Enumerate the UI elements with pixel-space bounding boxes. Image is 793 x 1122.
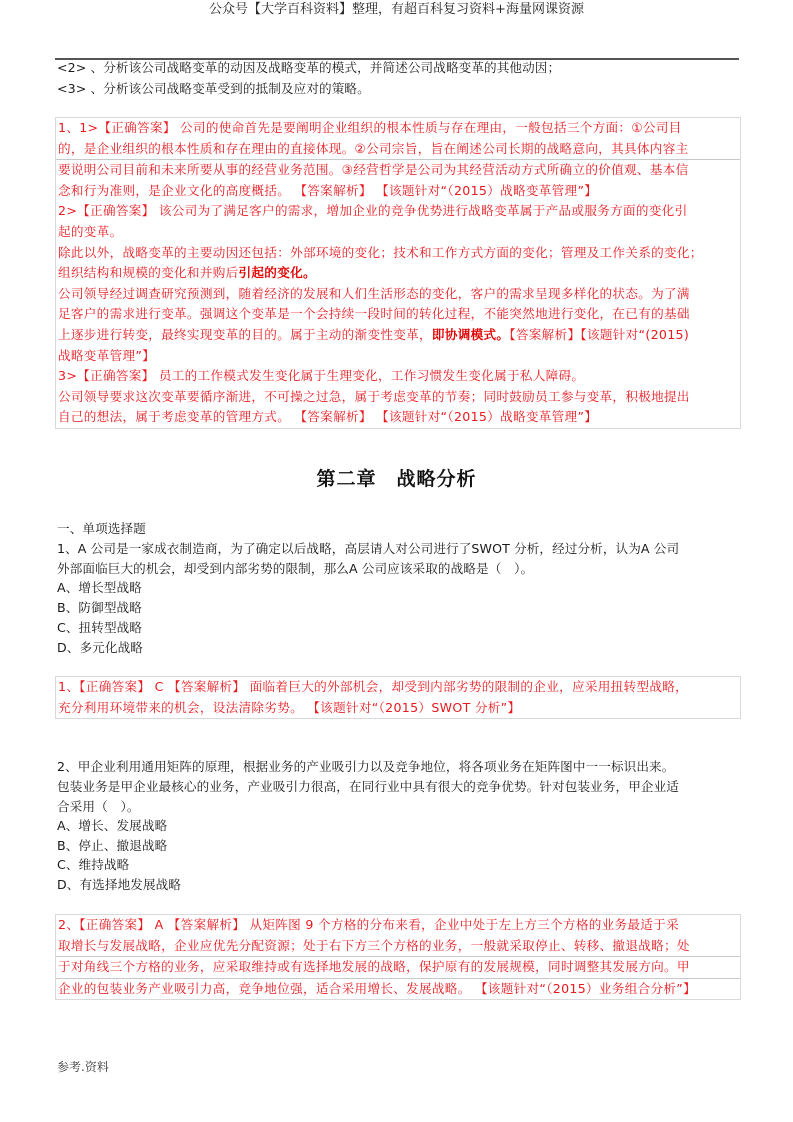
answer-line: 3>【正确答案】 员工的工作模式发生变化属于生理变化，工作习惯发生变化属于私人障碍。	[58, 368, 585, 384]
answer-line: 除此以外，战略变革的主要动因还包括：外部环境的变化；技术和工作方式方面的变化；管理及工作关系的变化；	[58, 244, 703, 260]
answer-line: 战略变革管理”】	[58, 347, 156, 363]
answer-box-question-1	[55, 676, 741, 719]
question-1-option-c: C、扭转型战略	[57, 620, 143, 635]
answer-line: 取增长与发展战略，企业应优先分配资源；处于右下方三个方格的业务，一般就采取停止、转移、撤退战略；处	[58, 937, 690, 953]
question-1-option-a: A、增长型战略	[57, 580, 142, 595]
question-2-option-d: D、有选择地发展战略	[57, 877, 182, 892]
question-2-option-a: A、增长、发展战略	[57, 818, 168, 833]
question-2-stem-line: 2、甲企业利用通用矩阵的原理，根据业务的产业吸引力以及竞争地位，将各项业务在矩阵图中一一标识出来。	[57, 759, 675, 774]
question-1-option-b: B、防御型战略	[57, 600, 142, 615]
answer-line: 起的变革。	[58, 223, 123, 239]
question-2-option-b: B、停止、撤退战略	[57, 838, 168, 853]
question-2-stem-line: 包装业务是甲企业最核心的业务，产业吸引力很高，在同行业中具有很大的竞争优势。针对包装业务，甲企业适	[57, 779, 679, 794]
section-label: 一、单项选择题	[57, 521, 146, 536]
answer-line: 充分利用环境带来的机会，设法清除劣势。 【该题针对“（2015）SWOT 分析”】	[58, 699, 521, 715]
question-1-option-d: D、多元化战略	[57, 640, 143, 655]
answer-line: 的，是企业组织的根本性质和存在理由的直接体现。②公司宗旨，旨在阐述公司长期的战略意向，其具体内容主	[58, 140, 689, 156]
footer-note: 参考.资料	[57, 1060, 109, 1074]
answer-line: 公司领导要求这次变革要循序渐进，不可操之过急，属于考虑变革的节奏；同时鼓励员工参与变革，积极地提出	[58, 388, 690, 404]
answer-line: 自己的想法，属于考虑变革的管理方式。 【答案解析】 【该题针对“（2015）战略变革管理”】	[58, 409, 598, 425]
answer-line: 2>【正确答案】 该公司为了满足客户的需求，增加企业的竞争优势进行战略变革属于产品或服务方面的变化引	[58, 203, 688, 219]
answer-line	[58, 263, 316, 284]
answer-line: 公司领导经过调查研究预测到，随着经济的发展和人们生活形态的变化，客户的需求呈现多样化的状态。为了满	[58, 285, 690, 301]
answer-line: 企业的包装业务产业吸引力高，竞争地位强，适合采用增长、发展战略。 【该题针对“（2015）业务组合分析”】	[58, 980, 697, 996]
question-2-stem-line: 合采用（ ）。	[57, 799, 140, 814]
header-note: 公众号【大学百科资料】整理，有超百科复习资料+海量网课资源	[209, 2, 584, 17]
answer-line: 1、【正确答案】 C 【答案解析】 面临着巨大的外部机会，却受到内部劣势的限制的企业，应采用扭转型战略，	[58, 679, 689, 694]
answer-text: 组织结构和规模的变化和并购后	[58, 265, 239, 281]
answer-line: 足客户的需求进行变革。强调这个变革是一个会持续一段时间的转化过程，不能突然地进行变化，在已有的基础	[58, 306, 690, 322]
answer-line: 2、【正确答案】 A 【答案解析】 从矩阵图 9 个方格的分布来看，企业中处于左上方三个方格的业务最适于采	[58, 917, 679, 932]
question-1-stem-line: 外部面临巨大的机会，却受到内部劣势的限制，那么A 公司应该采取的战略是（ ）。	[57, 561, 534, 576]
question-1-stem-line: 1、A 公司是一家成衣制造商，为了确定以后战略，高层请人对公司进行了SWOT 分析，经过分析，认为A 公司	[57, 541, 680, 556]
answer-line: 1、1>【正确答案】 公司的使命首先是要阐明企业组织的根本性质与存在理由，一般包括三个方面：①公司目	[58, 120, 682, 135]
emphasis-text: 引起的变化。	[238, 265, 316, 281]
emphasis-text: 即协调模式。	[431, 326, 510, 342]
prior-question-2: <2> 、分析该公司战略变革的动因及战略变革的模式，并简述公司战略变革的其他动因；	[57, 60, 561, 75]
answer-text: 上逐步进行转变，最终实现变革的目的。属于主动的渐变性变革，	[58, 326, 432, 342]
prior-question-3: <3> 、分析该公司战略变革受到的抵制及应对的策略。	[57, 81, 370, 96]
answer-line	[58, 325, 689, 346]
answer-box-question-2	[55, 914, 741, 1000]
answer-box-case	[55, 117, 741, 429]
answer-line: 于对角线三个方格的业务，应采取维持或有选择地发展的战略，保护原有的发展规模，同时调整其发展方向。甲	[58, 959, 690, 975]
answer-line: 念和行为准则，是企业文化的高度概括。 【答案解析】 【该题针对“（2015）战略变革管理”】	[58, 182, 598, 198]
answer-line: 要说明公司目前和未来所要从事的经营业务范围。③经营哲学是公司为其经营活动方式所确立的价值观、基本信	[58, 162, 689, 178]
answer-text: 【答案解析】【该题针对“(2015)	[509, 326, 690, 342]
question-2-option-c: C、维持战略	[57, 857, 130, 872]
chapter-title: 第二章 战略分析	[316, 468, 477, 490]
